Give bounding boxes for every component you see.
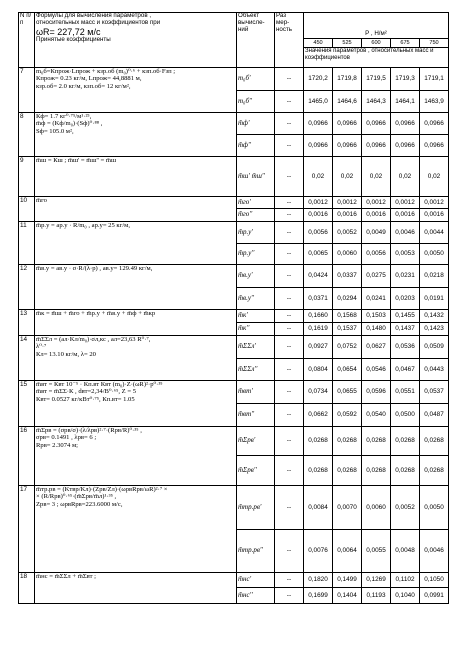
header-unit-line: ность [276,25,293,33]
value-cell: 0,1480 [362,323,391,336]
value-cell: 0,0966 [362,113,391,135]
value-cell: 0,0734 [304,381,333,404]
row-number: 8 [19,113,35,157]
parameter-table [18,12,449,604]
object-symbol: m̄нс'' [237,588,275,604]
unit-cell: -- [275,381,304,404]
row-number: 17 [19,486,35,573]
value-cell: 0,0966 [333,113,362,135]
value-cell: 0,0231 [391,265,420,288]
formula-line: λ⁰·⁷ [36,343,47,351]
value-cell: 0,0044 [420,222,449,244]
unit-cell: -- [275,68,304,91]
table-row [19,381,449,404]
formula-line: m̄ш = Кш ; m̄ш' = m̄ш'' = m̄ш [36,157,117,164]
value-cell: 0,0487 [420,404,449,427]
value-cell: 0,0053 [391,244,420,265]
object-symbol: m̄к' [237,310,275,323]
formula-line: σрв= 0.1491 , λрв= 6 ; [36,434,97,442]
value-cell: 0,1537 [333,323,362,336]
value-cell: 0,0050 [420,486,449,530]
formula-line: m̄к = m̄ш + m̄го + m̄р.у + m̄в.у + m̄ф + m̄кр [36,310,156,317]
value-cell: 0,1102 [391,573,420,588]
value-cell: 0,0294 [333,288,362,310]
header-p-value: 675 [391,39,420,48]
unit-cell: -- [275,265,304,288]
value-cell: 0,0060 [333,244,362,265]
table-row [19,573,449,588]
value-cell: 0,0268 [304,427,333,456]
value-cell: 1719,5 [362,68,391,91]
value-cell: 0,0371 [304,288,333,310]
formula-line: кзр.об= 2.0 кг/м, кзп.об= 12 кг/м², [36,82,131,90]
value-cell: 0,1499 [333,573,362,588]
unit-cell: -- [275,588,304,604]
value-cell: 0,1269 [362,573,391,588]
value-cell: 0,0268 [304,456,333,486]
header-no: N п/п [19,13,35,68]
object-symbol: m̄вт' [237,381,275,404]
value-cell: 0,0268 [391,456,420,486]
value-cell: 0,0268 [391,427,420,456]
value-cell: 0,0218 [420,265,449,288]
table-row [19,265,449,288]
formula-line: Sф= 105.0 м², [36,127,74,135]
value-cell: 0,1437 [391,323,420,336]
value-cell: 0,0241 [362,288,391,310]
object-symbol: m̄ф' [237,113,275,135]
value-cell: 0,0268 [420,427,449,456]
object-symbol: m̄тр.рв' [237,486,275,530]
value-cell: 0,0048 [391,530,420,573]
value-cell: 0,0655 [333,381,362,404]
unit-cell: -- [275,456,304,486]
object-symbol: m̄р.у' [237,222,275,244]
value-cell: 0,0084 [304,486,333,530]
object-symbol: m̄ф'' [237,135,275,157]
value-cell: 0,0046 [420,530,449,573]
value-cell: 0,0966 [420,113,449,135]
value-cell: 1465,0 [304,91,333,113]
unit-cell: -- [275,323,304,336]
value-cell: 0,0966 [304,135,333,157]
formula-cell [35,336,237,381]
formula-cell [35,68,237,113]
unit-cell: -- [275,427,304,456]
header-object-line: ний [238,25,249,33]
formula-line: Rрв= 2.3074 м; [36,441,78,449]
value-cell: 0,0627 [362,336,391,359]
value-cell: 0,0016 [391,209,420,222]
value-cell: 0,0443 [420,359,449,381]
value-cell: 0,0752 [333,336,362,359]
object-symbol: m̄Σрв'' [237,456,275,486]
value-cell: 0,0056 [362,244,391,265]
value-cell: 0,0012 [333,197,362,209]
value-cell: 0,1432 [420,310,449,323]
value-cell: 0,0966 [420,135,449,157]
object-symbol: m̄Σрв' [237,427,275,456]
unit-cell: -- [275,336,304,359]
value-cell: 0,0500 [391,404,420,427]
value-cell: 0,1699 [304,588,333,604]
header-formula-line: Формулы для вычисления параметров , [36,12,152,19]
value-cell: 0,0065 [304,244,333,265]
value-cell: 0,0268 [362,427,391,456]
object-symbol: m₀б'' [237,91,275,113]
value-cell: 0,02 [304,157,333,197]
object-symbol: m̄в.у'' [237,288,275,310]
header-object-line: Объект [238,12,260,19]
value-cell: 0,0076 [304,530,333,573]
formula-line: m̄нс = m̄ΣΣл + m̄Σвт ; [36,573,96,580]
value-cell: 1464,3 [362,91,391,113]
parameter-table-sheet [18,12,449,604]
value-cell: 1464,1 [391,91,420,113]
value-cell: 0,0046 [391,222,420,244]
formula-line: Кл= 13.10 кг/м, λ= 20 [36,350,96,358]
object-symbol: m̄го' [237,197,275,209]
value-cell: 0,0991 [420,588,449,604]
value-cell: 0,0966 [333,135,362,157]
value-cell: 0,0016 [333,209,362,222]
value-cell: 0,0268 [362,456,391,486]
header-unit-line: Раз [276,12,287,19]
formula-cell [35,265,237,310]
object-symbol: m̄в.у' [237,265,275,288]
header-formula-line: Принятые коэффициенты [36,35,111,43]
value-cell: 0,0012 [420,197,449,209]
header-values-title: Значения параметров , относительных масс и коэффициентов [304,48,449,68]
header-unit-line: мер- [276,18,290,26]
value-cell: 1720,2 [304,68,333,91]
unit-cell: -- [275,113,304,135]
row-number: 13 [19,310,35,336]
table-body [19,68,449,604]
formula-line: Кф= 1.7 кг⁰·⁷⁵/м¹·²⁵, [36,113,92,120]
value-cell: 0,0268 [333,456,362,486]
value-cell: 0,0546 [362,359,391,381]
object-symbol: m₀б' [237,68,275,91]
object-symbol: m̄р.у'' [237,244,275,265]
formula-line: Zрв= 3 ; ωрвRрв=223.6000 м/с, [36,500,123,508]
value-cell: 1719,8 [333,68,362,91]
row-number: 7 [19,68,35,113]
object-symbol: m̄ш' m̄ш'' [237,157,275,197]
formula-cell [35,486,237,573]
header-p-value: 525 [333,39,362,48]
value-cell: 0,0070 [333,486,362,530]
unit-cell: -- [275,486,304,530]
header-object [237,13,275,68]
value-cell: 0,0064 [333,530,362,573]
header-p-value: 600 [362,39,391,48]
row-number: 10 [19,197,35,222]
value-cell: 0,0268 [420,456,449,486]
value-cell: 0,1193 [362,588,391,604]
object-symbol: m̄ΣΣл'' [237,359,275,381]
table-row [19,68,449,91]
value-cell: 0,0927 [304,336,333,359]
formula-line: m₀б=Кпрож·Lпрож + кзр.об (m₀)⁰·⁶ + кзп.об·Fзп ; [36,68,176,75]
table-row [19,197,449,209]
value-cell: 0,0052 [391,486,420,530]
row-number: 11 [19,222,35,265]
value-cell: 1464,6 [333,91,362,113]
row-number: 12 [19,265,35,310]
unit-cell: -- [275,157,304,197]
value-cell: 0,0509 [420,336,449,359]
value-cell: 0,0536 [391,336,420,359]
formula-cell [35,222,237,265]
value-cell: 0,0052 [333,222,362,244]
value-cell: 0,0055 [362,530,391,573]
value-cell: 0,0966 [362,135,391,157]
header-p-value: 450 [304,39,333,48]
header-formula-line: относительных масс и коэффициентов при [36,18,161,26]
unit-cell: -- [275,135,304,157]
value-cell: 0,0966 [391,113,420,135]
object-symbol: m̄вт'' [237,404,275,427]
value-cell: 0,02 [391,157,420,197]
value-cell: 0,1619 [304,323,333,336]
header-formula [35,13,237,68]
value-cell: 0,0467 [391,359,420,381]
formula-line: m̄ф = (Kф/m₀)·(Sф)⁰·⁸⁸ , [36,120,103,128]
value-cell: 0,02 [333,157,362,197]
object-symbol: m̄ΣΣл' [237,336,275,359]
formula-line: × (R/Rрв)⁰·⁶⁵·(m̄Σрв/m̄л)¹·³⁵ , [36,493,117,501]
header-unit [275,13,304,68]
value-cell: 0,0268 [333,427,362,456]
unit-cell: -- [275,573,304,588]
value-cell: 0,0596 [362,381,391,404]
value-cell: 0,0424 [304,265,333,288]
value-cell: 0,0203 [391,288,420,310]
header-row-top [19,13,449,39]
table-row [19,113,449,135]
object-symbol: m̄го'' [237,209,275,222]
value-cell: 0,0060 [362,486,391,530]
unit-cell: -- [275,288,304,310]
row-number: 14 [19,336,35,381]
table-row [19,310,449,323]
value-cell: 0,0012 [362,197,391,209]
value-cell: 0,0551 [391,381,420,404]
unit-cell: -- [275,359,304,381]
value-cell: 0,0012 [304,197,333,209]
value-cell: 0,0191 [420,288,449,310]
formula-line: Квт= 0.0527 кг/кВт⁰·⁷⁵, Кп.вт= 1.05 [36,395,135,403]
formula-line: m̄в.у = aв.у · σ·R/(λ·p) , aв.у= 129.49 кг/м, [36,265,153,272]
formula-cell [35,113,237,157]
value-cell: 0,02 [420,157,449,197]
formula-line: m̄тр.рв = (Kтвр/Kл)·(Zрв/Zл)·(ωрвRрв/ωR)²·⁷ × [36,486,168,493]
formula-line: m̄Σрв = (σрв/σ)·(λ/λрв)²·⁷·(Rрв/R)⁰·³⁵ , [36,427,142,434]
table-row [19,427,449,456]
formula-line: m̄р.у = aр.у · R/m₀ , aр.у= 25 кг/м, [36,222,130,229]
formula-cell [35,381,237,427]
header-pressure-title: P , Н/м² [304,13,449,39]
value-cell: 0,0012 [391,197,420,209]
row-number: 9 [19,157,35,197]
value-cell: 0,1423 [420,323,449,336]
value-cell: 0,1455 [391,310,420,323]
value-cell: 0,0016 [420,209,449,222]
row-number: 15 [19,381,35,427]
value-cell: 0,1040 [391,588,420,604]
value-cell: 0,02 [362,157,391,197]
value-cell: 1463,9 [420,91,449,113]
value-cell: 0,1404 [333,588,362,604]
formula-cell [35,197,237,222]
formula-line: m̄ΣΣл = (aл·Kл/m₀)·σл,кс , aл=23,63 R⁰·⁷, [36,336,151,343]
row-number: 18 [19,573,35,604]
formula-cell [35,310,237,336]
header-formula-line: ωR= 227,72 м/с [36,26,101,37]
value-cell: 0,0966 [391,135,420,157]
table-row [19,336,449,359]
value-cell: 1719,3 [391,68,420,91]
unit-cell: -- [275,209,304,222]
unit-cell: -- [275,530,304,573]
formula-line: m̄вт = m̄ΣΣ·К , dвт=2,34/В⁰·⁶⁵, Z = 5 [36,388,137,396]
formula-line: m̄го [36,197,47,204]
value-cell: 0,0056 [304,222,333,244]
value-cell: 0,1503 [362,310,391,323]
row-number: 16 [19,427,35,486]
value-cell: 0,0540 [362,404,391,427]
value-cell: 0,0050 [420,244,449,265]
value-cell: 0,0537 [420,381,449,404]
value-cell: 0,0016 [362,209,391,222]
formula-cell [35,573,237,604]
value-cell: 0,1660 [304,310,333,323]
unit-cell: -- [275,404,304,427]
value-cell: 0,1568 [333,310,362,323]
table-row [19,222,449,244]
object-symbol: m̄к'' [237,323,275,336]
value-cell: 0,0966 [304,113,333,135]
value-cell: 0,0337 [333,265,362,288]
formula-line: Кпрож= 0.23 кг/м, Lпрож= 44,8881 м, [36,75,142,83]
header-p-value: 750 [420,39,449,48]
header-object-line: вычисле- [238,18,265,26]
unit-cell: -- [275,244,304,265]
value-cell: 0,1820 [304,573,333,588]
value-cell: 0,0804 [304,359,333,381]
formula-cell [35,157,237,197]
formula-line: m̄вт = Квт 10⁻⁵ · Кп.вт Квт (m₀)·Z·(ωR)²·p⁰·³⁵ [36,381,163,388]
value-cell: 0,0662 [304,404,333,427]
unit-cell: -- [275,222,304,244]
table-row [19,486,449,530]
formula-cell [35,427,237,486]
unit-cell: -- [275,310,304,323]
value-cell: 0,0275 [362,265,391,288]
table-row [19,157,449,197]
object-symbol: m̄нс' [237,573,275,588]
value-cell: 0,0592 [333,404,362,427]
value-cell: 0,0016 [304,209,333,222]
value-cell: 0,1050 [420,573,449,588]
value-cell: 0,0654 [333,359,362,381]
value-cell: 1719,1 [420,68,449,91]
unit-cell: -- [275,91,304,113]
object-symbol: m̄тр.рв'' [237,530,275,573]
value-cell: 0,0049 [362,222,391,244]
unit-cell: -- [275,197,304,209]
